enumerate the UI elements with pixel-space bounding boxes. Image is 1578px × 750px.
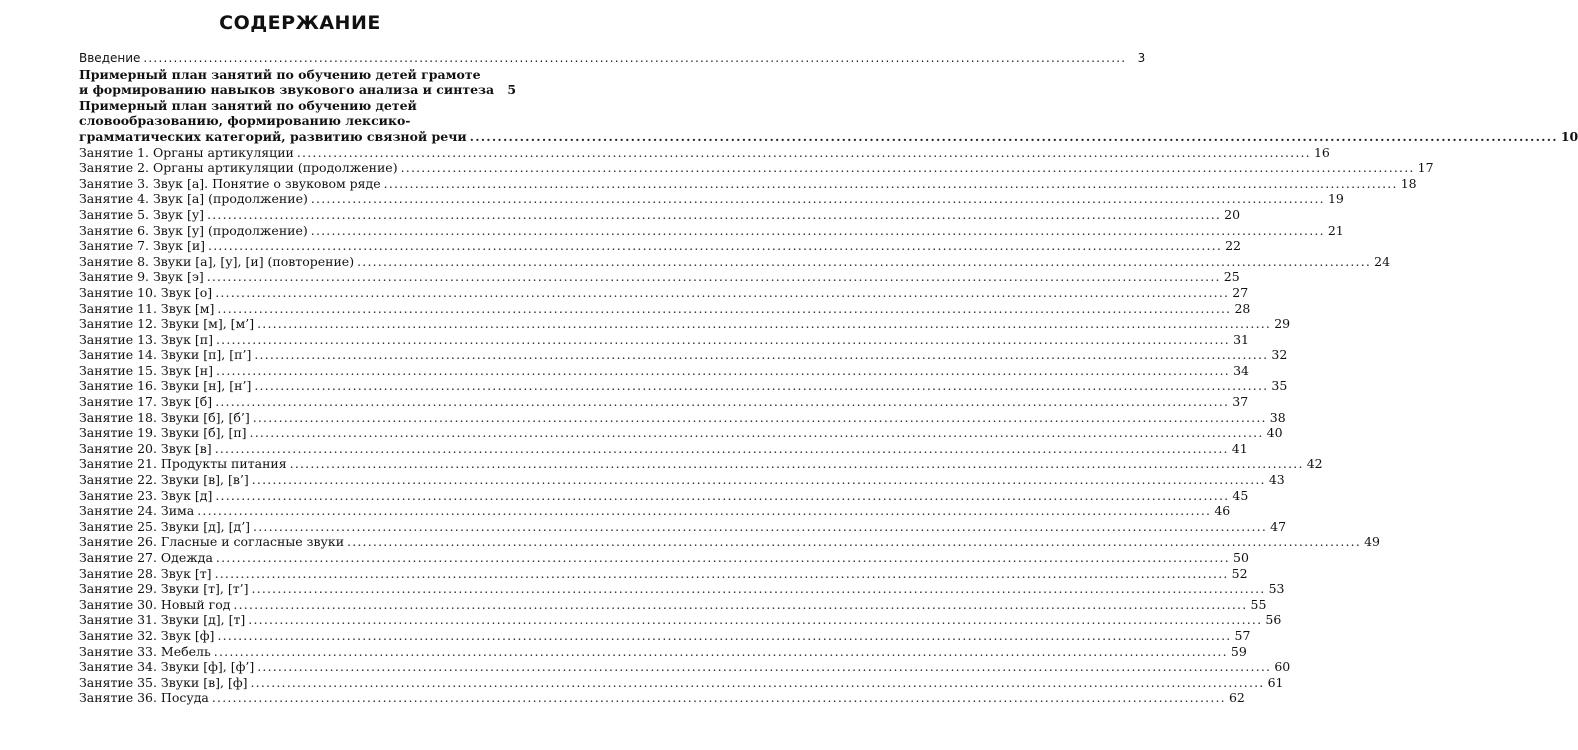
toc-entry bbox=[79, 550, 1249, 566]
toc-entry bbox=[79, 316, 1291, 332]
toc-entry-text: Занятие 34. Звуки [ф], [ф’] bbox=[79, 659, 255, 675]
dot-leader bbox=[217, 301, 1231, 317]
toc-entry-text: Занятие 13. Звук [п] bbox=[79, 331, 213, 347]
toc-page-number: 5 bbox=[507, 82, 517, 98]
toc-page-number: 22 bbox=[1225, 238, 1242, 254]
toc-page-number: 52 bbox=[1231, 565, 1248, 581]
toc-page-number: 3 bbox=[1137, 51, 1146, 65]
toc-entry-line bbox=[79, 518, 1287, 535]
toc-entry bbox=[79, 191, 1344, 207]
toc-entry bbox=[79, 690, 1245, 706]
dot-leader bbox=[253, 410, 1267, 426]
toc-entry-text: Занятие 8. Звуки [а], [у], [и] (повторение) bbox=[79, 253, 355, 269]
toc-page-number: 35 bbox=[1271, 378, 1288, 394]
dot-leader bbox=[257, 659, 1271, 675]
toc-page-number: 37 bbox=[1232, 394, 1249, 410]
toc-entry-text: Занятие 18. Звуки [б], [б’] bbox=[79, 409, 250, 425]
toc-entry bbox=[79, 674, 1284, 691]
dot-leader bbox=[357, 254, 1371, 270]
toc-entry-text: Введение bbox=[79, 51, 141, 65]
toc-entry-text: Занятие 33. Мебель bbox=[79, 643, 211, 659]
toc-entry-line bbox=[79, 144, 1330, 161]
toc-entry bbox=[79, 238, 1242, 254]
page-title: СОДЕРЖАНИЕ bbox=[219, 12, 381, 34]
toc-entry bbox=[79, 97, 1578, 145]
toc-entry bbox=[79, 51, 1146, 67]
toc-entry bbox=[79, 300, 1251, 317]
toc-entry bbox=[79, 425, 1283, 441]
toc-entry bbox=[79, 269, 1240, 285]
toc-entry bbox=[79, 144, 1330, 161]
toc-entry-line bbox=[79, 565, 1248, 582]
toc-entry-text: Занятие 30. Новый год bbox=[79, 596, 231, 612]
toc-entry-line bbox=[79, 331, 1249, 348]
toc-entry-text: Занятие 7. Звук [и] bbox=[79, 238, 206, 254]
toc-entry-text: Занятие 36. Посуда bbox=[79, 690, 209, 706]
toc-page-number: 42 bbox=[1306, 456, 1323, 472]
dot-leader bbox=[208, 238, 1222, 254]
toc-page-number: 56 bbox=[1265, 612, 1282, 628]
dot-leader bbox=[252, 472, 1266, 488]
toc-entry-line bbox=[79, 378, 1288, 394]
toc-entry bbox=[79, 347, 1288, 363]
dot-leader bbox=[215, 285, 1229, 301]
toc-entry-line bbox=[79, 206, 1241, 223]
toc-entry-line bbox=[79, 472, 1285, 488]
dot-leader bbox=[215, 441, 1229, 457]
dot-leader bbox=[401, 160, 1415, 176]
toc-page-number: 25 bbox=[1223, 269, 1240, 285]
toc-entry-text: Занятие 27. Одежда bbox=[79, 550, 213, 565]
dot-leader bbox=[143, 51, 1126, 67]
toc-page-number: 38 bbox=[1269, 409, 1286, 425]
toc-entry bbox=[79, 394, 1249, 410]
toc-entry-line bbox=[79, 534, 1381, 550]
toc-entry-text: Занятие 31. Звуки [д], [т] bbox=[79, 612, 246, 628]
toc-entry bbox=[79, 643, 1247, 660]
toc-entry bbox=[79, 440, 1248, 457]
toc-page-number: 41 bbox=[1231, 440, 1248, 456]
toc-entry-text: словообразованию, формированию лексико- bbox=[79, 113, 411, 129]
toc-entry-line bbox=[79, 300, 1251, 317]
dot-leader bbox=[251, 581, 1265, 597]
dot-leader bbox=[253, 519, 1267, 535]
toc-page-number: 47 bbox=[1270, 518, 1287, 534]
toc-entry-text: Занятие 23. Звук [д] bbox=[79, 487, 213, 503]
toc-entry-line bbox=[79, 238, 1242, 254]
toc-entry-text: Занятие 10. Звук [о] bbox=[79, 284, 213, 300]
toc-page-number: 50 bbox=[1233, 550, 1249, 565]
toc-entry-line bbox=[79, 51, 1146, 67]
toc-page-number: 27 bbox=[1232, 284, 1249, 300]
toc-entry-text: Занятие 22. Звуки [в], [в’] bbox=[79, 472, 249, 488]
dot-leader bbox=[384, 176, 1398, 192]
toc-entry bbox=[79, 596, 1267, 613]
toc-entry-text: Занятие 29. Звуки [т], [т’] bbox=[79, 581, 249, 597]
toc-entry-line bbox=[79, 659, 1291, 675]
toc-entry-line bbox=[79, 316, 1291, 332]
toc-entry-text: Занятие 28. Звук [т] bbox=[79, 565, 212, 581]
toc-entry-text: Занятие 12. Звуки [м], [м’] bbox=[79, 316, 255, 332]
toc-entry-line bbox=[79, 347, 1288, 363]
dot-leader bbox=[215, 566, 1229, 582]
toc-entry-line bbox=[79, 269, 1240, 285]
toc-entry-line bbox=[79, 409, 1286, 426]
toc-entry bbox=[79, 378, 1288, 394]
dot-leader bbox=[216, 332, 1230, 348]
toc-entry-line bbox=[79, 674, 1284, 691]
toc-page-number: 53 bbox=[1268, 581, 1285, 597]
toc-page-number: 43 bbox=[1268, 472, 1285, 488]
toc-entry-text: Занятие 17. Звук [б] bbox=[79, 394, 213, 410]
toc-page-number: 32 bbox=[1271, 347, 1288, 363]
toc-entry-line bbox=[79, 643, 1247, 660]
toc-entry-line bbox=[79, 596, 1267, 613]
toc-entry-text: Занятие 15. Звук [н] bbox=[79, 362, 213, 378]
toc-page-number: 46 bbox=[1214, 503, 1231, 519]
toc-entry-line bbox=[79, 128, 1578, 145]
toc-page-number: 60 bbox=[1274, 659, 1291, 675]
toc-entry-line bbox=[79, 222, 1344, 239]
toc-page-number: 21 bbox=[1327, 222, 1344, 238]
dot-leader bbox=[251, 675, 1265, 691]
toc-entry-text: Занятие 19. Звуки [б], [п] bbox=[79, 425, 247, 441]
toc-entry-text: Занятие 5. Звук [у] bbox=[79, 206, 205, 222]
toc-entry bbox=[79, 534, 1381, 550]
toc-entry bbox=[79, 518, 1287, 535]
toc-entry-line bbox=[79, 82, 517, 98]
toc-entry bbox=[79, 222, 1344, 239]
toc-entry-line bbox=[79, 284, 1249, 301]
toc-entry-text: Занятие 2. Органы артикуляции (продолжение) bbox=[79, 160, 398, 176]
toc-entry-line bbox=[79, 627, 1251, 644]
toc-page-number: 17 bbox=[1417, 160, 1434, 176]
toc-entry bbox=[79, 565, 1248, 582]
toc-entry bbox=[79, 487, 1249, 504]
toc-entry-text: Занятие 4. Звук [а] (продолжение) bbox=[79, 191, 308, 207]
toc-page-number: 10 bbox=[1560, 128, 1578, 144]
toc-entry-line bbox=[79, 487, 1249, 504]
toc-entry-line bbox=[79, 581, 1285, 597]
toc-entry-text: Занятие 14. Звуки [п], [п’] bbox=[79, 347, 252, 363]
toc-entry-line bbox=[79, 362, 1249, 379]
toc-page-number: 29 bbox=[1274, 316, 1291, 332]
dot-leader bbox=[207, 269, 1221, 285]
toc-page-number: 20 bbox=[1224, 206, 1241, 222]
toc-entry-line bbox=[79, 612, 1282, 628]
toc-entry bbox=[79, 206, 1241, 223]
toc-entry bbox=[79, 284, 1249, 301]
dot-leader bbox=[233, 597, 1247, 613]
toc-entry-line bbox=[79, 160, 1434, 176]
toc-entry-text: Занятие 11. Звук [м] bbox=[79, 300, 215, 316]
dot-leader bbox=[207, 207, 1221, 223]
toc-entry bbox=[79, 612, 1282, 628]
dot-leader bbox=[254, 347, 1268, 363]
toc-page-number: 45 bbox=[1232, 487, 1249, 503]
dot-leader bbox=[214, 644, 1228, 660]
toc-entry-text: и формированию навыков звукового анализа и синтеза bbox=[79, 82, 495, 98]
toc-entry-text: Занятие 24. Зима bbox=[79, 503, 195, 519]
toc-entry-line bbox=[79, 253, 1391, 270]
toc-entry-line bbox=[79, 425, 1283, 441]
dot-leader bbox=[250, 425, 1264, 441]
toc-entry-text: Занятие 6. Звук [у] (продолжение) bbox=[79, 222, 308, 238]
toc-entry bbox=[79, 175, 1417, 192]
toc-page-number: 18 bbox=[1400, 175, 1417, 191]
toc-entry-text: Занятие 3. Звук [а]. Понятие о звуковом ряде bbox=[79, 175, 381, 191]
toc-entry-text: Занятие 26. Гласные и согласные звуки bbox=[79, 534, 345, 550]
toc-page-number: 24 bbox=[1374, 253, 1391, 269]
toc-page-number: 55 bbox=[1250, 596, 1267, 612]
toc-entry bbox=[79, 362, 1249, 379]
toc-page-number: 61 bbox=[1267, 674, 1284, 690]
dot-leader bbox=[311, 191, 1325, 207]
toc-entry bbox=[79, 472, 1285, 488]
toc-entry bbox=[79, 331, 1249, 348]
toc-entry-text: Занятие 25. Звуки [д], [д’] bbox=[79, 518, 251, 534]
toc-entry-text: Занятие 35. Звуки [в], [ф] bbox=[79, 674, 248, 690]
toc-page-number: 28 bbox=[1234, 300, 1251, 316]
toc-entry-line bbox=[79, 191, 1344, 207]
dot-leader bbox=[347, 534, 1361, 550]
toc-entry-text: Занятие 32. Звук [ф] bbox=[79, 627, 215, 643]
toc-entry-text: Занятие 16. Звуки [н], [н’] bbox=[79, 378, 252, 394]
toc-entry bbox=[79, 253, 1391, 270]
toc-entry bbox=[79, 627, 1251, 644]
dot-leader bbox=[197, 503, 1211, 519]
toc-entry bbox=[79, 160, 1434, 176]
toc-page-number: 57 bbox=[1234, 627, 1251, 643]
toc-page-number: 34 bbox=[1233, 362, 1249, 378]
dot-leader bbox=[216, 550, 1230, 566]
toc-page-number: 40 bbox=[1266, 425, 1283, 441]
toc-entry-line bbox=[79, 440, 1248, 457]
toc-entry-line bbox=[79, 456, 1323, 472]
toc-entry bbox=[79, 409, 1286, 426]
toc-page-number: 62 bbox=[1228, 690, 1245, 706]
dot-leader bbox=[215, 394, 1229, 410]
toc-entry-line bbox=[79, 690, 1245, 706]
dot-leader bbox=[297, 145, 1311, 161]
toc-entry-line bbox=[79, 550, 1249, 566]
toc-entry bbox=[79, 581, 1285, 597]
dot-leader bbox=[290, 456, 1304, 472]
dot-leader bbox=[216, 363, 1230, 379]
dot-leader bbox=[215, 488, 1229, 504]
toc-entry bbox=[79, 66, 517, 98]
toc-page-number: 19 bbox=[1327, 191, 1344, 207]
toc-entry-line bbox=[79, 394, 1249, 410]
toc-entry-text: Примерный план занятий по обучению детей грамоте bbox=[79, 66, 481, 82]
toc-entry bbox=[79, 503, 1231, 519]
dot-leader bbox=[212, 690, 1226, 706]
toc-page-number: 59 bbox=[1230, 643, 1247, 659]
toc-entry-text: Занятие 1. Органы артикуляции bbox=[79, 144, 294, 160]
toc-entry-line bbox=[79, 503, 1231, 519]
dot-leader bbox=[248, 612, 1262, 628]
toc-entry bbox=[79, 456, 1323, 472]
toc-entry-text: Занятие 9. Звук [э] bbox=[79, 269, 204, 285]
toc-page-number: 49 bbox=[1364, 534, 1381, 550]
dot-leader bbox=[257, 316, 1271, 332]
toc-page-number: 31 bbox=[1233, 331, 1249, 347]
toc-page-number: 16 bbox=[1313, 144, 1330, 160]
dot-leader bbox=[217, 628, 1231, 644]
toc-entry bbox=[79, 659, 1291, 675]
toc-entry-line bbox=[79, 175, 1417, 192]
toc-entry-text: Примерный план занятий по обучению детей bbox=[79, 97, 417, 113]
dot-leader bbox=[311, 223, 1325, 239]
toc-entry-text: Занятие 20. Звук [в] bbox=[79, 440, 212, 456]
toc-entry-text: Занятие 21. Продукты питания bbox=[79, 456, 287, 472]
toc-entry-text: грамматических категорий, развитию связной речи bbox=[79, 128, 467, 144]
dot-leader bbox=[470, 129, 1558, 145]
table-of-contents bbox=[79, 51, 1578, 706]
dot-leader bbox=[254, 378, 1268, 394]
